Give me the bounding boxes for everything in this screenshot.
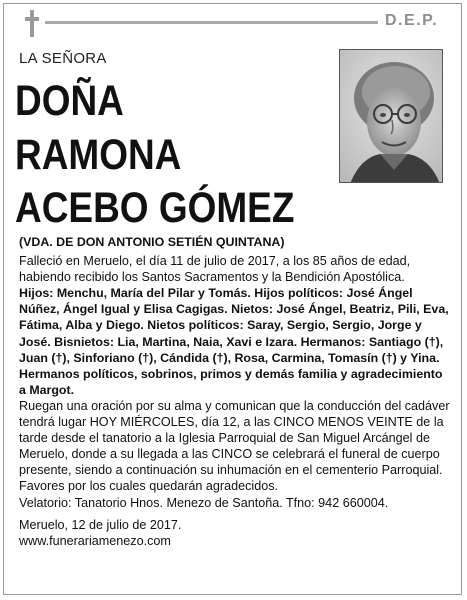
header-rule — [45, 21, 378, 24]
family-paragraph: Hijos: Menchu, María del Pilar y Tomás. Hijos políticos: José Ángel Núñez, Ángel Igual y Elisa Cagigas. Nietos: José Ángel, Beatriz, Pili, Eva, Fátima, Alba y Diego. Nietos políticos: Saray, Sergio, Sergio, Jorge y José. Bisnietos: Lia, Martina, Naia, Xavi e Izara. Hermanos: Santiago (†), Juan (†), Sinforiano (†), Cándida (†), Rosa, Carmina, Tomasín (†) y Yina. Hermanos políticos, sobrinos, primos y demás familia y agradecimiento a Margot. — [19, 286, 449, 397]
death-info-paragraph: Falleció en Meruelo, el día 11 de julio de 2017, a los 85 años de edad, habiendo recibido los Santos Sacramentos y la Bendición Apostólica. — [19, 254, 411, 285]
dep-label: D.E.P. — [385, 12, 439, 29]
honorific-prefix: LA SEÑORA — [19, 50, 107, 67]
cross-icon — [25, 10, 39, 37]
notice-body — [19, 234, 451, 549]
place-date-line: Meruelo, 12 de julio de 2017. — [19, 517, 182, 532]
deceased-portrait-photo — [339, 49, 443, 183]
deceased-name-line-2: RAMONA — [15, 131, 182, 179]
deceased-name-line-1: DOÑA — [15, 77, 124, 125]
widow-of-line: (VDA. DE DON ANTONIO SETIÉN QUINTANA) — [19, 235, 285, 249]
portrait-image — [340, 50, 443, 183]
website-line: www.funerariamenezo.com — [19, 533, 171, 548]
velatorio-line: Velatorio: Tanatorio Hnos. Menezo de Santoña. Tfno: 942 660004. — [19, 495, 389, 510]
deceased-name-line-3: ACEBO GÓMEZ — [15, 184, 295, 232]
funeral-request-paragraph: Ruegan una oración por su alma y comunican que la conducción del cadáver tendrá lugar HOY MIÉRCOLES, día 12, a las CINCO MENOS VEINTE de la tarde desde el tanatorio a la Iglesia Parroquial de San Miguel Arcángel de Meruelo, donde a su llegada a las CINCO se celebrará el funeral de cuerpo presente, siendo a continuación su inhumación en el cementerio Parroquial. Favores por los cuales quedarán agradecidos. — [19, 398, 450, 494]
